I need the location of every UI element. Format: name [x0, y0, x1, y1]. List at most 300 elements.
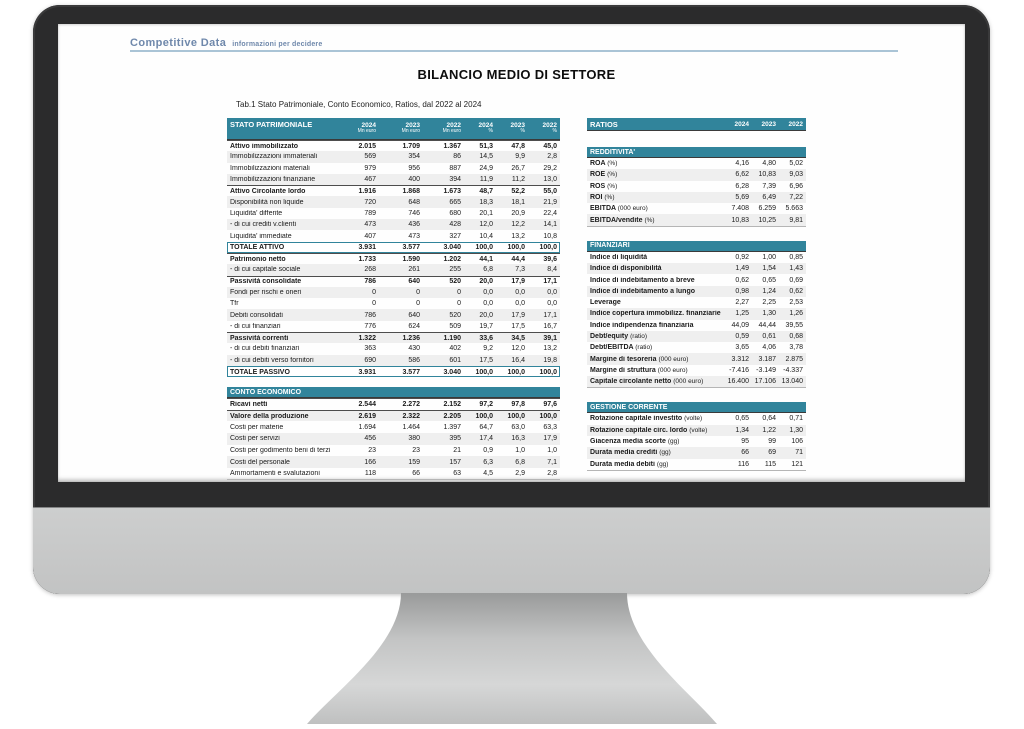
- cell-value: 6,49: [762, 194, 776, 202]
- ratio-row: [587, 263, 806, 274]
- cell-value: 430: [408, 345, 420, 353]
- cell-value: 52,2: [511, 187, 525, 195]
- cell-value: 509: [449, 322, 461, 330]
- cell-value: 106: [791, 438, 803, 446]
- cell-value: 327: [449, 232, 461, 240]
- ratio-row: [587, 447, 806, 458]
- cell-value: 2.875: [785, 355, 803, 363]
- cell-value: 2.272: [402, 401, 420, 409]
- cell-value: 10,83: [731, 216, 749, 224]
- column-year: 2022: [542, 122, 557, 130]
- cell-value: -4.337: [783, 366, 803, 374]
- cell-value: 23: [368, 446, 376, 454]
- cell-value: 115: [764, 460, 776, 468]
- table-row: [227, 208, 560, 219]
- ratio-unit: (000 euro): [617, 205, 648, 213]
- table-row: [227, 230, 560, 241]
- table-row: [227, 398, 560, 410]
- cell-value: 0,62: [789, 287, 803, 295]
- cell-value: 394: [449, 176, 461, 184]
- conto-economico-table: [227, 387, 560, 480]
- ratio-label: Indice di indebitamento a lungo: [590, 287, 696, 295]
- cell-value: 12,0: [511, 345, 525, 353]
- cell-value: 1.590: [402, 255, 420, 263]
- cell-value: 1,0: [547, 446, 557, 454]
- table-row: [227, 174, 560, 185]
- cell-value: 789: [364, 209, 376, 217]
- cell-value: 19,8: [543, 356, 557, 364]
- cell-value: 624: [408, 322, 420, 330]
- ratio-unit: (ratio): [630, 333, 648, 340]
- ratio-row: [587, 331, 806, 342]
- ratio-unit: (%): [607, 182, 618, 190]
- cell-value: 1.868: [402, 187, 420, 195]
- cell-value: 255: [449, 266, 461, 274]
- cell-value: 45,0: [543, 142, 557, 150]
- cell-value: 6,28: [735, 182, 749, 190]
- cell-value: 1,24: [762, 287, 776, 295]
- ratio-row: [587, 376, 806, 387]
- column-year: 2024: [478, 122, 493, 130]
- cell-value: 601: [449, 356, 461, 364]
- cell-value: 16.400: [727, 378, 749, 386]
- table-row: [227, 298, 560, 309]
- header-divider: [130, 50, 898, 52]
- monitor-screen: [58, 24, 965, 482]
- table-row: [227, 253, 560, 264]
- cell-value: 19,7: [479, 322, 493, 330]
- cell-value: 63,0: [511, 423, 525, 431]
- cell-value: 99: [768, 438, 776, 446]
- cell-value: 786: [364, 278, 376, 286]
- ratio-unit: (gg): [667, 438, 680, 446]
- ratio-row: [587, 459, 806, 470]
- cell-value: 0: [372, 300, 376, 308]
- row-label: Liquidita' immediate: [230, 232, 292, 240]
- cell-value: 95: [741, 438, 749, 446]
- ratio-unit: (000 euro): [673, 378, 704, 386]
- cell-value: 100,0: [539, 244, 557, 252]
- cell-value: 7.408: [731, 205, 749, 213]
- cell-value: 1,22: [762, 426, 776, 434]
- cell-value: 648: [408, 198, 420, 206]
- table-row: [227, 219, 560, 230]
- row-label: Fondi per rischi e oneri: [230, 289, 302, 296]
- cell-value: 16,3: [511, 435, 525, 443]
- cell-value: 100,0: [475, 244, 493, 252]
- table-row: [227, 366, 560, 377]
- cell-value: 680: [449, 209, 461, 217]
- cell-value: 8,4: [547, 266, 557, 274]
- cell-value: 21,9: [543, 198, 557, 206]
- ratio-label: Indice di disponibilità: [590, 265, 662, 273]
- cell-value: 268: [364, 266, 376, 274]
- cell-value: 746: [408, 209, 420, 217]
- cell-value: 1.694: [358, 423, 376, 431]
- column-header: [528, 118, 560, 139]
- cell-value: 467: [364, 176, 376, 184]
- cell-value: 11,9: [479, 176, 493, 184]
- cell-value: 4,5: [483, 470, 493, 478]
- cell-value: 17,9: [511, 278, 525, 286]
- ratios-title: RATIOS: [590, 119, 618, 129]
- cell-value: 11,2: [511, 176, 525, 184]
- ratio-row: [587, 203, 806, 214]
- ratios-year: 2022: [788, 120, 803, 128]
- ratio-row: [587, 425, 806, 436]
- cell-value: 640: [408, 311, 420, 319]
- cell-value: 97,6: [543, 401, 557, 409]
- table-row: [227, 242, 560, 253]
- cell-value: 1.916: [358, 187, 376, 195]
- cell-value: 6.259: [758, 205, 776, 213]
- ratio-row: [587, 214, 806, 225]
- table-row: [227, 163, 560, 174]
- cell-value: 1,0: [515, 446, 525, 454]
- cell-value: 10,8: [543, 232, 557, 240]
- table-row: [227, 456, 560, 468]
- column-year: 2023: [510, 122, 525, 130]
- cell-value: 569: [364, 153, 376, 161]
- cell-value: 2.322: [402, 412, 420, 420]
- conto-economico-header: [227, 387, 560, 398]
- cell-value: 0,68: [789, 333, 803, 340]
- cell-value: 18,1: [511, 198, 525, 206]
- table-row: [227, 264, 560, 275]
- cell-value: 7,39: [762, 182, 776, 190]
- cell-value: 71: [795, 449, 803, 457]
- ratio-label: Margine di tesoreria (000 euro): [590, 355, 689, 363]
- cell-value: 7,3: [515, 266, 525, 274]
- cell-value: 3.577: [402, 368, 420, 376]
- row-label: Immobilizzazioni materiali: [230, 164, 310, 172]
- cell-value: 3.040: [443, 368, 461, 376]
- cell-value: 1.397: [443, 423, 461, 431]
- ratio-unit: (000 euro): [658, 355, 689, 363]
- row-label: TOTALE PASSIVO: [230, 368, 290, 376]
- cell-value: 0: [372, 289, 376, 296]
- conto-economico-title: CONTO ECONOMICO: [230, 388, 302, 396]
- cell-value: 17.106: [754, 378, 776, 386]
- row-label: Passività correnti: [230, 334, 289, 342]
- cell-value: 17,1: [543, 311, 557, 319]
- table-row: [227, 196, 560, 207]
- cell-value: 100,0: [507, 412, 525, 420]
- ratios-header: [587, 118, 806, 131]
- cell-value: 0,98: [735, 287, 749, 295]
- cell-value: 2,8: [547, 470, 557, 478]
- cell-value: 1.202: [443, 255, 461, 263]
- cell-value: 6,62: [735, 171, 749, 179]
- cell-value: 10,25: [758, 216, 776, 224]
- ratio-label: Durata media crediti (gg): [590, 449, 671, 457]
- ratio-label: EBITDA (000 euro): [590, 205, 648, 213]
- column-year: 2022: [446, 122, 461, 130]
- cell-value: 29,2: [543, 164, 557, 172]
- cell-value: 24,9: [479, 164, 493, 172]
- cell-value: 13,0: [543, 176, 557, 184]
- row-label: - di cui debiti finanziari: [230, 345, 300, 353]
- cell-value: 3.187: [758, 355, 776, 363]
- cell-value: 2.619: [358, 412, 376, 420]
- cell-value: 0,9: [483, 446, 493, 454]
- monitor-stand-shape: [297, 593, 727, 724]
- table-caption: Tab.1 Stato Patrimoniale, Conto Economico, Ratios, dal 2022 al 2024: [236, 100, 482, 109]
- ratio-row: [587, 365, 806, 376]
- cell-value: 428: [449, 221, 461, 229]
- ratio-unit: (volte): [684, 415, 703, 423]
- cell-value: 0,69: [789, 276, 803, 284]
- column-header: [335, 118, 379, 139]
- cell-value: 1.673: [443, 187, 461, 195]
- cell-value: 3.931: [358, 244, 376, 252]
- column-header: [464, 118, 496, 139]
- cell-value: 9,03: [789, 171, 803, 179]
- cell-value: 1.322: [358, 334, 376, 342]
- ratio-label: Rotazione capitale investito (volte): [590, 415, 703, 423]
- cell-value: 400: [408, 176, 420, 184]
- table-row: [227, 433, 560, 445]
- brand-name: Competitive Data: [130, 37, 227, 49]
- ratio-label: Margine di struttura (000 euro): [590, 366, 688, 374]
- cell-value: 44,1: [479, 255, 493, 263]
- brand-logo: [130, 33, 322, 51]
- cell-value: 0,0: [483, 300, 493, 308]
- cell-value: 261: [408, 266, 420, 274]
- cell-value: 0,0: [547, 300, 557, 308]
- ratio-unit: (%): [607, 171, 618, 179]
- ratio-unit: (volte): [689, 426, 708, 434]
- ratio-unit: (%): [607, 160, 618, 168]
- cell-value: 5,02: [789, 160, 803, 168]
- cell-value: 47,8: [511, 142, 525, 150]
- cell-value: 34,5: [511, 334, 525, 342]
- row-label: Costi per materie: [230, 423, 284, 431]
- cell-value: 16,7: [543, 322, 557, 330]
- monitor-chin: [33, 507, 990, 594]
- cell-value: 436: [408, 221, 420, 229]
- row-label: - di cui finanziari: [230, 322, 281, 330]
- stato-patrimoniale-title: STATO PATRIMONIALE: [230, 120, 313, 129]
- cell-value: 157: [449, 458, 461, 466]
- cell-value: 3.931: [358, 368, 376, 376]
- cell-value: 26,7: [511, 164, 525, 172]
- cell-value: 2,25: [762, 299, 776, 307]
- row-label: Debiti consolidati: [230, 311, 283, 319]
- cell-value: 380: [408, 435, 420, 443]
- column-unit: Mn euro: [442, 128, 461, 135]
- ratio-label: EBITDA/vendite (%): [590, 216, 655, 224]
- cell-value: 0,61: [762, 333, 776, 340]
- column-header: [423, 118, 464, 139]
- cell-value: 1,26: [789, 310, 803, 318]
- cell-value: 887: [449, 164, 461, 172]
- cell-value: 1,49: [735, 265, 749, 273]
- table-row: [227, 140, 560, 151]
- ratios-column: [587, 118, 806, 480]
- cell-value: 2.205: [443, 412, 461, 420]
- cell-value: 395: [449, 435, 461, 443]
- row-label: Disponibilità non liquide: [230, 198, 304, 206]
- cell-value: 166: [364, 458, 376, 466]
- table-row: [227, 309, 560, 320]
- cell-value: 23: [412, 446, 420, 454]
- cell-value: 14,1: [543, 221, 557, 229]
- table-row: [227, 355, 560, 366]
- cell-value: 402: [449, 345, 461, 353]
- row-label: Ammortamenti e svalutazioni: [230, 470, 320, 478]
- stato-patrimoniale-header: [227, 118, 560, 140]
- row-label: Liquidita' differite: [230, 209, 283, 217]
- ratios-year: 2024: [734, 120, 749, 128]
- column-unit: Mn euro: [401, 128, 420, 135]
- cell-value: 1,25: [735, 310, 749, 318]
- ratios-year-headers: [725, 121, 806, 128]
- cell-value: 4,80: [762, 160, 776, 168]
- cell-value: 586: [408, 356, 420, 364]
- ratio-row: [587, 413, 806, 424]
- cell-value: 456: [364, 435, 376, 443]
- cell-value: 6,96: [789, 182, 803, 190]
- cell-value: 17,5: [479, 356, 493, 364]
- cell-value: 2,8: [547, 153, 557, 161]
- ratio-row: [587, 274, 806, 285]
- ratio-row: [587, 252, 806, 263]
- cell-value: 13,2: [543, 345, 557, 353]
- cell-value: 2.544: [358, 401, 376, 409]
- cell-value: 520: [449, 311, 461, 319]
- cell-value: 4,16: [735, 160, 749, 168]
- cell-value: 39,55: [785, 321, 803, 329]
- cell-value: 6,8: [483, 266, 493, 274]
- stato-column-headers: [335, 118, 560, 139]
- cell-value: 5,69: [735, 194, 749, 202]
- row-label: - di cui capitale sociale: [230, 266, 301, 274]
- row-label: Costi per godimento beni di terzi: [230, 446, 331, 454]
- cell-value: 3.577: [402, 244, 420, 252]
- row-label: TOTALE ATTIVO: [230, 244, 285, 252]
- cell-value: 39,1: [543, 334, 557, 342]
- cell-value: 10,4: [479, 232, 493, 240]
- cell-value: 979: [364, 164, 376, 172]
- table-row: [227, 468, 560, 480]
- cell-value: 13,2: [511, 232, 525, 240]
- row-label: Attivo immobilizzato: [230, 142, 299, 150]
- cell-value: 354: [408, 153, 420, 161]
- cell-value: 956: [408, 164, 420, 172]
- cell-value: 0,0: [515, 289, 525, 296]
- cell-value: 20,0: [479, 311, 493, 319]
- ratio-label: ROE (%): [590, 171, 618, 179]
- column-unit: %: [552, 128, 557, 135]
- cell-value: 51,3: [479, 142, 493, 150]
- cell-value: 520: [449, 278, 461, 286]
- cell-value: 14,5: [479, 153, 493, 161]
- table-row: [227, 185, 560, 196]
- ratios-section: [587, 147, 806, 227]
- cell-value: 0,0: [483, 289, 493, 296]
- cell-value: 20,1: [479, 209, 493, 217]
- cell-value: 0,64: [762, 415, 776, 423]
- ratios-section: [587, 402, 806, 470]
- table-row: [227, 276, 560, 287]
- cell-value: 0,0: [547, 289, 557, 296]
- ratio-label: Indice di indebitamento a breve: [590, 276, 695, 284]
- cell-value: 473: [408, 232, 420, 240]
- ratio-row: [587, 192, 806, 203]
- cell-value: 13.040: [781, 378, 803, 386]
- cell-value: 6,3: [483, 458, 493, 466]
- row-label: Attivo Circolante lordo: [230, 187, 306, 195]
- ratio-label: ROI (%): [590, 194, 615, 202]
- table-row: [227, 287, 560, 298]
- ratio-row: [587, 308, 806, 319]
- ratio-label: ROA (%): [590, 160, 618, 168]
- cell-value: 9,9: [515, 153, 525, 161]
- cell-value: 21: [453, 446, 461, 454]
- table-row: [227, 343, 560, 354]
- cell-value: 100,0: [507, 368, 525, 376]
- cell-value: 17,5: [511, 322, 525, 330]
- cell-value: 159: [408, 458, 420, 466]
- cell-value: 12,0: [479, 221, 493, 229]
- cell-value: 18,3: [479, 198, 493, 206]
- ratio-unit: (%): [644, 216, 655, 224]
- row-label: Costi del personale: [230, 458, 290, 466]
- column-unit: Mn euro: [357, 128, 376, 135]
- cell-value: 0,59: [735, 333, 749, 340]
- ratio-label: Leverage: [590, 299, 621, 307]
- cell-value: 100,0: [539, 368, 557, 376]
- ratio-row: [587, 436, 806, 447]
- cell-value: 97,8: [511, 401, 525, 409]
- cell-value: 17,4: [479, 435, 493, 443]
- cell-value: 5.663: [785, 205, 803, 213]
- cell-value: 44,44: [758, 321, 776, 329]
- cell-value: 9,2: [483, 345, 493, 353]
- cell-value: 0,62: [735, 276, 749, 284]
- row-label: - di cui crediti v.clienti: [230, 221, 297, 229]
- ratio-label: Capitale circolante netto (000 euro): [590, 378, 704, 386]
- ratio-unit: (ratio): [635, 344, 653, 352]
- cell-value: 0,65: [762, 276, 776, 284]
- cell-value: 3,78: [789, 344, 803, 352]
- cell-value: 0: [457, 289, 461, 296]
- cell-value: 786: [364, 311, 376, 319]
- column-unit: %: [520, 128, 525, 135]
- row-label: Immobilizzazioni finanziarie: [230, 176, 316, 184]
- cell-value: 100,0: [475, 412, 493, 420]
- cell-value: 0: [416, 300, 420, 308]
- cell-value: 63: [453, 470, 461, 478]
- cell-value: 0,0: [515, 300, 525, 308]
- table-row: [227, 332, 560, 343]
- cell-value: 776: [364, 322, 376, 330]
- ratio-row: [587, 297, 806, 308]
- cell-value: 63,3: [543, 423, 557, 431]
- ratio-row: [587, 158, 806, 169]
- cell-value: 3,65: [735, 344, 749, 352]
- cell-value: 1.464: [402, 423, 420, 431]
- cell-value: 2.152: [443, 401, 461, 409]
- cell-value: 17,1: [543, 278, 557, 286]
- cell-value: 116: [737, 460, 749, 468]
- cell-value: 12,2: [511, 221, 525, 229]
- cell-value: 363: [364, 345, 376, 353]
- ratio-label: Debt/EBITDA (ratio): [590, 344, 653, 352]
- ratio-unit: (gg): [656, 460, 669, 468]
- cell-value: 1.367: [443, 142, 461, 150]
